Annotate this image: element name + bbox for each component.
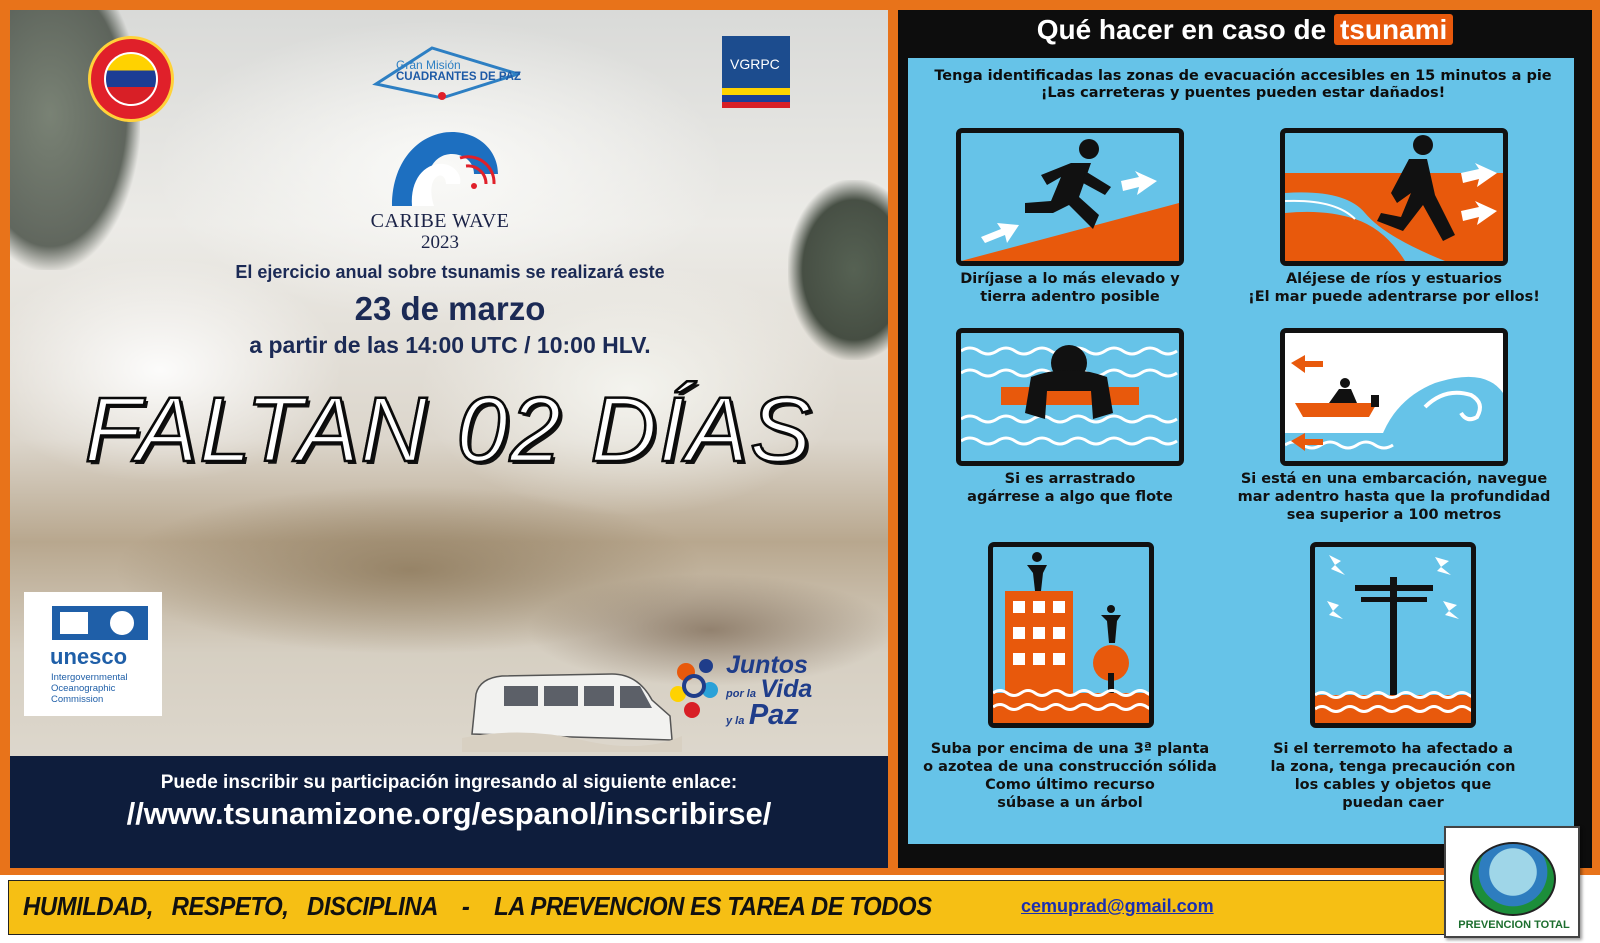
- flooded-van-image: [462, 664, 682, 752]
- juntos-paz: Paz: [748, 698, 799, 731]
- caribe-wave-poster: [10, 10, 888, 868]
- vgrpc-logo: [722, 36, 790, 108]
- building-climb-icon: [993, 547, 1149, 723]
- mision-line2: CUADRANTES DE PAZ: [396, 71, 522, 83]
- juntos-por-la-vida-logo: [664, 650, 834, 730]
- motto-text: HUMILDAD, RESPETO, DISCIPLINA - LA PREVENCION ES TAREA DE TODOS: [23, 891, 932, 921]
- registration-url[interactable]: //www.tsunamizone.org/espanol/inscribirse/: [126, 796, 772, 831]
- tile-power-line: [1310, 542, 1476, 728]
- juntos-word: Juntos: [726, 651, 808, 679]
- tile-hold-float: [956, 328, 1184, 466]
- registration-text: Puede inscribir su participación ingresando al siguiente enlace:: [160, 772, 738, 793]
- run-from-river-icon: [1285, 133, 1503, 261]
- government-seal-logo: [88, 36, 174, 122]
- announcement-text: El ejercicio anual sobre tsunamis se realizará este: [235, 262, 665, 282]
- event-time: a partir de las 14:00 UTC / 10:00 HLV.: [249, 332, 651, 358]
- caption-run-uphill: Diríjase a lo más elevado y tierra adentro posible: [960, 271, 1180, 305]
- juntos-por-la: por la: [726, 687, 756, 700]
- motto-strip: [8, 880, 1484, 935]
- prevencion-total-badge: [1444, 826, 1580, 938]
- tile-away-from-river: [1280, 128, 1508, 266]
- title-prefix: Qué hacer en caso de: [1036, 14, 1327, 45]
- unesco-emblem-icon: [52, 606, 148, 640]
- unesco-logo: [24, 592, 162, 716]
- caption-power-line: Si el terremoto ha afectado a la zona, tenga precaución con los cables y objetos que puedan caer: [1270, 741, 1516, 811]
- juntos-swirl-icon: [664, 650, 728, 730]
- title-highlight: tsunami: [1334, 14, 1453, 45]
- juntos-y-la: y la: [726, 714, 745, 727]
- power-line-icon: [1315, 547, 1471, 723]
- caption-building-climb: Suba por encima de una 3ª planta o azotea de una construcción sólida Como último recurso súbase a un árbol: [923, 741, 1217, 811]
- event-year: 2023: [421, 232, 459, 253]
- caption-hold-float: Si es arrastrado agárrese a algo que flote: [967, 471, 1173, 505]
- vgrpc-label: VGRPC: [730, 56, 780, 72]
- contact-email-link[interactable]: cemuprad@gmail.com: [1021, 896, 1214, 916]
- notice-line-2: ¡Las carreteras y puentes pueden estar dañados!: [1040, 85, 1446, 101]
- caption-away-from-river: Aléjese de ríos y estuarios ¡El mar puede adentrarse por ellos!: [1248, 271, 1540, 305]
- tile-building-climb: [988, 542, 1154, 728]
- tile-run-uphill: [956, 128, 1184, 266]
- countdown-heading: FALTAN 02 DÍAS: [84, 379, 814, 481]
- house-flood-icon: [1470, 842, 1556, 916]
- event-date: 23 de marzo: [354, 290, 546, 327]
- run-uphill-icon: [961, 133, 1179, 261]
- tsunami-infographic: [898, 10, 1592, 868]
- unesco-subtitle: Intergovernmental Oceanographic Commission: [51, 672, 128, 705]
- badge-label: PREVENCION TOTAL: [1458, 919, 1570, 931]
- evacuation-notice: [926, 68, 1560, 102]
- mision-line1: Gran Misión: [396, 58, 461, 72]
- infographic-title: [898, 14, 1592, 46]
- unesco-name: unesco: [50, 644, 128, 669]
- instructions-panel: [906, 56, 1576, 846]
- hold-float-icon: [961, 333, 1179, 461]
- caribe-wave-wave-icon: [382, 128, 502, 210]
- notice-line-1: Tenga identificadas las zonas de evacuación accesibles en 15 minutos a pie: [934, 68, 1552, 84]
- boat-offshore-icon: [1285, 333, 1503, 461]
- juntos-vida: Vida: [760, 674, 813, 703]
- cuadrantes-de-paz-logo: [372, 44, 520, 100]
- event-name: CARIBE WAVE: [370, 210, 510, 232]
- caption-boat-offshore: Si está en una embarcación, navegue mar adentro hasta que la profundidad sea superior a 100 metros: [1237, 471, 1551, 523]
- tree-right: [788, 180, 888, 360]
- tile-boat-offshore: [1280, 328, 1508, 466]
